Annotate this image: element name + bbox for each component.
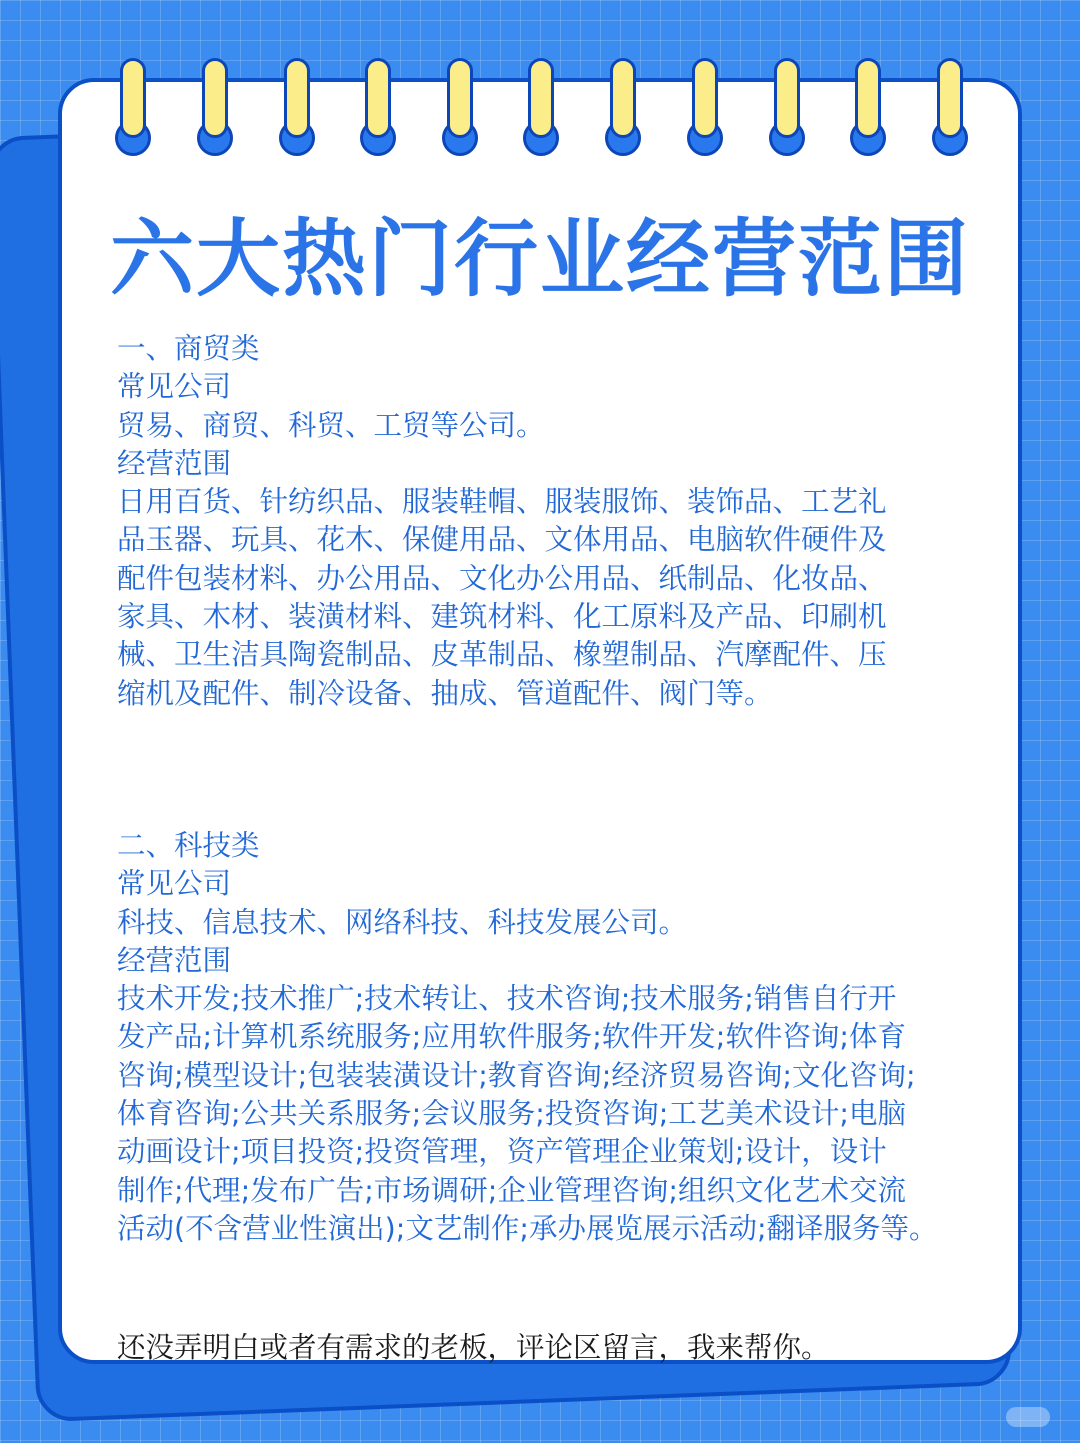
scope-line: 咨询;模型设计;包装装潢设计;教育咨询;经济贸易咨询;文化咨询; xyxy=(117,1058,916,1092)
section-heading: 一、商贸类 xyxy=(117,332,260,365)
scope-label: 经营范围 xyxy=(117,446,232,480)
binding-ring xyxy=(277,58,317,156)
section-tech xyxy=(117,827,997,1248)
scope-line: 家具、木材、装潢材料、建筑材料、化工原料及产品、印刷机 xyxy=(117,600,887,634)
scope-line: 动画设计;项目投资;投资管理，资产管理企业策划;设计，设计 xyxy=(117,1135,887,1169)
companies-label: 常见公司 xyxy=(117,867,232,901)
page-title: 六大热门行业经营范围 xyxy=(109,210,970,308)
scope-line: 发产品;计算机系统服务;应用软件服务;软件开发;软件咨询;体育 xyxy=(117,1020,907,1054)
section-heading: 二、科技类 xyxy=(117,828,260,862)
binding-ring xyxy=(603,58,643,156)
binding-ring xyxy=(358,58,398,156)
scope-label: 经营范围 xyxy=(117,943,232,977)
scope-line: 械、卫生洁具陶瓷制品、皮革制品、橡塑制品、汽摩配件、压 xyxy=(117,638,887,672)
companies-label: 常见公司 xyxy=(117,370,232,404)
binding-ring xyxy=(521,58,561,156)
binding-ring xyxy=(440,58,480,156)
companies-text: 科技、信息技术、网络科技、科技发展公司。 xyxy=(117,905,688,939)
scope-line: 缩机及配件、制冷设备、抽成、管道配件、阀门等。 xyxy=(117,676,773,710)
scope-line: 品玉器、玩具、花木、保健用品、文体用品、电脑软件硬件及 xyxy=(117,523,887,557)
watermark-badge xyxy=(1006,1407,1050,1427)
content-body xyxy=(117,330,997,1248)
binding-ring xyxy=(848,58,888,156)
section-spacer xyxy=(117,713,997,827)
scope-line: 体育咨询;公共关系服务;会议服务;投资咨询;工艺美术设计;电脑 xyxy=(117,1097,907,1131)
binding-ring xyxy=(930,58,970,156)
footer-note: 还没弄明白或者有需求的老板，评论区留言，我来帮你。 xyxy=(117,1330,830,1364)
scope-line: 日用百货、针纺织品、服装鞋帽、服装服饰、装饰品、工艺礼 xyxy=(117,485,887,519)
binding-ring xyxy=(195,58,235,156)
scope-line: 活动(不含营业性演出);文艺制作;承办展览展示活动;翻译服务等。 xyxy=(117,1211,938,1245)
scope-line: 制作;代理;发布广告;市场调研;企业管理咨询;组织文化艺术交流 xyxy=(117,1173,907,1207)
companies-text: 贸易、商贸、科贸、工贸等公司。 xyxy=(117,408,545,442)
binding-ring xyxy=(685,58,725,156)
binding-ring xyxy=(767,58,807,156)
scope-line: 技术开发;技术推广;技术转让、技术咨询;技术服务;销售自行开 xyxy=(117,982,897,1016)
section-trade xyxy=(117,330,997,713)
scope-line: 配件包装材料、办公用品、文化办公用品、纸制品、化妆品、 xyxy=(117,561,887,595)
binding-ring xyxy=(113,58,153,156)
